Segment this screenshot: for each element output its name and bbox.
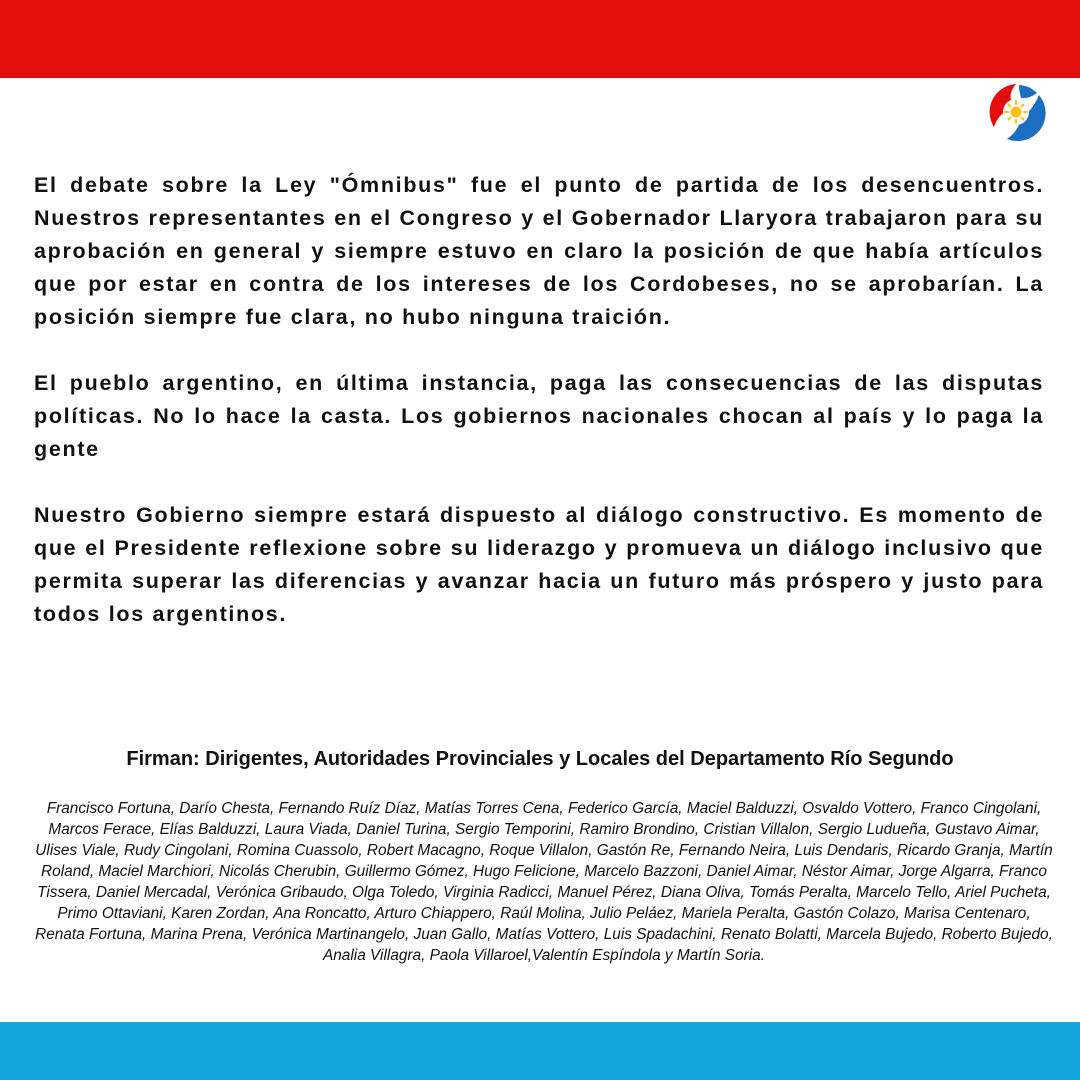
signatures-names: Francisco Fortuna, Darío Chesta, Fernando Ruíz Díaz, Matías Torres Cena, Federico García, Maciel Balduzzi, Osvaldo Vottero, Franco Cingolani, Marcos Ferace, Elías Balduzzi, Laura Viada, Daniel Turina, Sergio Temporini, Ramiro Brondino, Cristian Villalon, Sergio Ludueña, Gustavo Aimar, Ulises Viale, Rudy Cingolani, Romina Cuassolo, Robert Macagno, Roque Villalon, Gastón Re, Fernando Neira, Luis Dendaris, Ricardo Granja, Martín Roland, Maciel Marchiori, Nicolás Cherubin, Guillermo Gómez, Hugo Felicione, Marcelo Bazzoni, Daniel Aimar, Néstor Aimar, Jorge Algarra, Franco Tissera, Daniel Mercadal, Verónica Gribaudo, Olga Toledo, Virginia Radicci, Manuel Pérez, Diana Oliva, Tomás Peralta, Marcelo Tello, Ariel Pucheta, Primo Ottaviani, Karen Zordan, Ana Roncatto, Arturo Chiappero, Raúl Molina, Julio Peláez, Mariela Peralta, Gastón Colazo, Marisa Centenaro, Renata Fortuna, Marina Prena, Verónica Martinangelo, Juan Gallo, Matías Vottero, Luis Spadachini, Renato Bolatti, Marcela Bujedo, Roberto Bujedo, Analia Villagra, Paola Villaroel,Valentín Espíndola y Martín Soria. (35, 800, 1053, 964)
statement-paragraph-2: El pueblo argentino, en última instancia, paga las consecuencias de las disputas políticas. No lo hace la casta. Los gobiernos nacionales chocan al país y lo paga la gente (34, 371, 1044, 461)
sun-swirl-logo-icon (985, 81, 1047, 143)
top-red-banner (0, 0, 1080, 78)
bottom-blue-banner (0, 1022, 1080, 1080)
statement-paragraph-1: El debate sobre la Ley "Ómnibus" fue el punto de partida de los desencuentros. Nuestros representantes en el Congreso y el Gobernador Llaryora trabajaron para su aprobación en general y siempre estuvo en claro la posición de que había artículos que por estar en contra de los intereses de los Cordobeses, no se aprobarían. La posición siempre fue clara, no hubo ninguna traición. (34, 173, 1044, 329)
signatures-heading: Firman: Dirigentes, Autoridades Provinciales y Locales del Departamento Río Segundo (126, 748, 954, 770)
statement-paragraph-3: Nuestro Gobierno siempre estará dispuesto al diálogo constructivo. Es momento de que el Presidente reflexione sobre su liderazgo y promueva un diálogo inclusivo que permita superar las diferencias y avanzar hacia un futuro más próspero y justo para todos los argentinos. (34, 503, 1044, 626)
statement-body (34, 169, 1044, 664)
